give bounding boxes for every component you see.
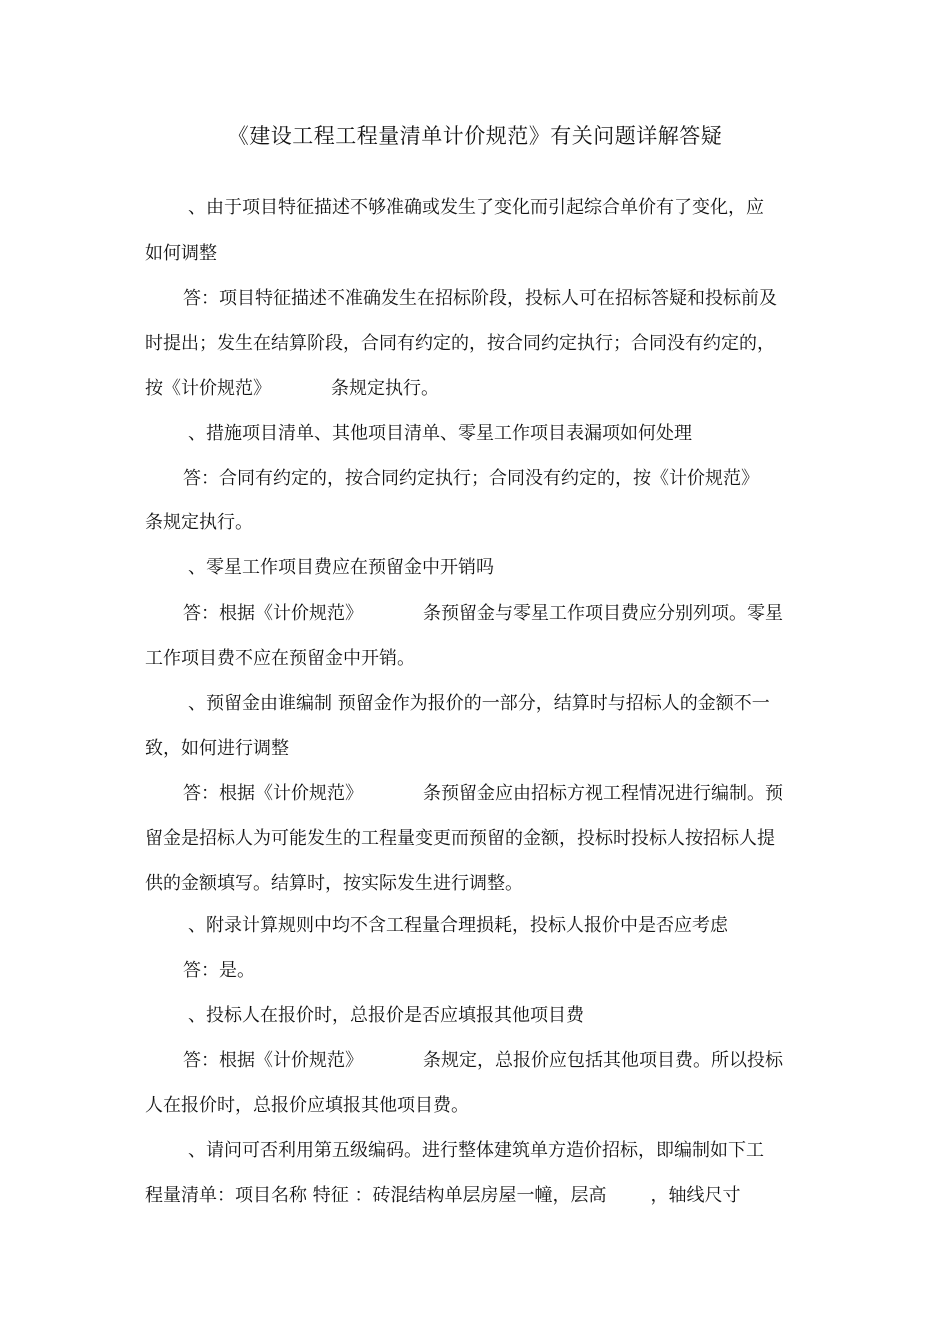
question-7-line-2 (145, 1184, 740, 1208)
question-2: 、措施项目清单、其他项目清单、零星工作项目表漏项如何处理 (188, 423, 692, 444)
answer-4-line-3: 供的金额填写。结算时，按实际发生进行调整。 (145, 873, 523, 894)
answer-3-line-1 (183, 602, 783, 626)
answer-4-line-1-part-2: 条预留金应由招标方视工程情况进行编制。预 (423, 783, 783, 804)
answer-6-line-1-part-2: 条规定，总报价应包括其他项目费。所以投标 (423, 1050, 783, 1071)
answer-1-line-2: 时提出；发生在结算阶段，合同有约定的，按合同约定执行；合同没有约定的， (145, 333, 775, 354)
answer-4-line-1 (183, 782, 783, 806)
answer-3-line-2: 工作项目费不应在预留金中开销。 (145, 648, 415, 669)
question-7-line-2-part-1: 程量清单：项目名称 特征 ：砖混结构单层房屋一幢，层高 (145, 1185, 607, 1206)
answer-3-line-1-part-2: 条预留金与零星工作项目费应分别列项。零星 (423, 603, 783, 624)
question-4-line-2: 致，如何进行调整 (145, 738, 289, 759)
answer-5: 答：是。 (183, 960, 255, 981)
question-7-line-1: 、请问可否利用第五级编码。进行整体建筑单方造价招标，即编制如下工 (188, 1140, 764, 1161)
answer-1-line-3 (145, 377, 439, 401)
answer-2-line-2: 条规定执行。 (145, 512, 253, 533)
document-title: 《建设工程工程量清单计价规范》有关问题详解答疑 (227, 124, 723, 148)
question-1-line-1: 、由于项目特征描述不够准确或发生了变化而引起综合单价有了变化，应 (188, 197, 764, 218)
answer-1-line-1: 答：项目特征描述不准确发生在招标阶段，投标人可在招标答疑和投标前及 (183, 288, 777, 309)
answer-2-line-1: 答：合同有约定的，按合同约定执行；合同没有约定的，按《计价规范》 (183, 468, 759, 489)
question-3: 、零星工作项目费应在预留金中开销吗 (188, 557, 494, 578)
answer-4-line-2: 留金是招标人为可能发生的工程量变更而预留的金额，投标时投标人按招标人提 (145, 828, 775, 849)
answer-6-line-1-part-1: 答：根据《计价规范》 (183, 1050, 363, 1071)
answer-1-line-3-part-2: 条规定执行。 (331, 378, 439, 399)
question-7-line-2-part-2: ，轴线尺寸 (650, 1185, 741, 1206)
question-1-line-2: 如何调整 (145, 243, 217, 264)
question-6: 、投标人在报价时，总报价是否应填报其他项目费 (188, 1005, 584, 1026)
answer-6-line-2: 人在报价时，总报价应填报其他项目费。 (145, 1095, 469, 1116)
question-4-line-1: 、预留金由谁编制 预留金作为报价的一部分，结算时与招标人的金额不一 (188, 693, 770, 714)
answer-3-line-1-part-1: 答：根据《计价规范》 (183, 603, 363, 624)
answer-1-line-3-part-1: 按《计价规范》 (145, 378, 271, 399)
answer-6-line-1 (183, 1049, 783, 1073)
question-5: 、附录计算规则中均不含工程量合理损耗，投标人报价中是否应考虑 (188, 915, 728, 936)
answer-4-line-1-part-1: 答：根据《计价规范》 (183, 783, 363, 804)
